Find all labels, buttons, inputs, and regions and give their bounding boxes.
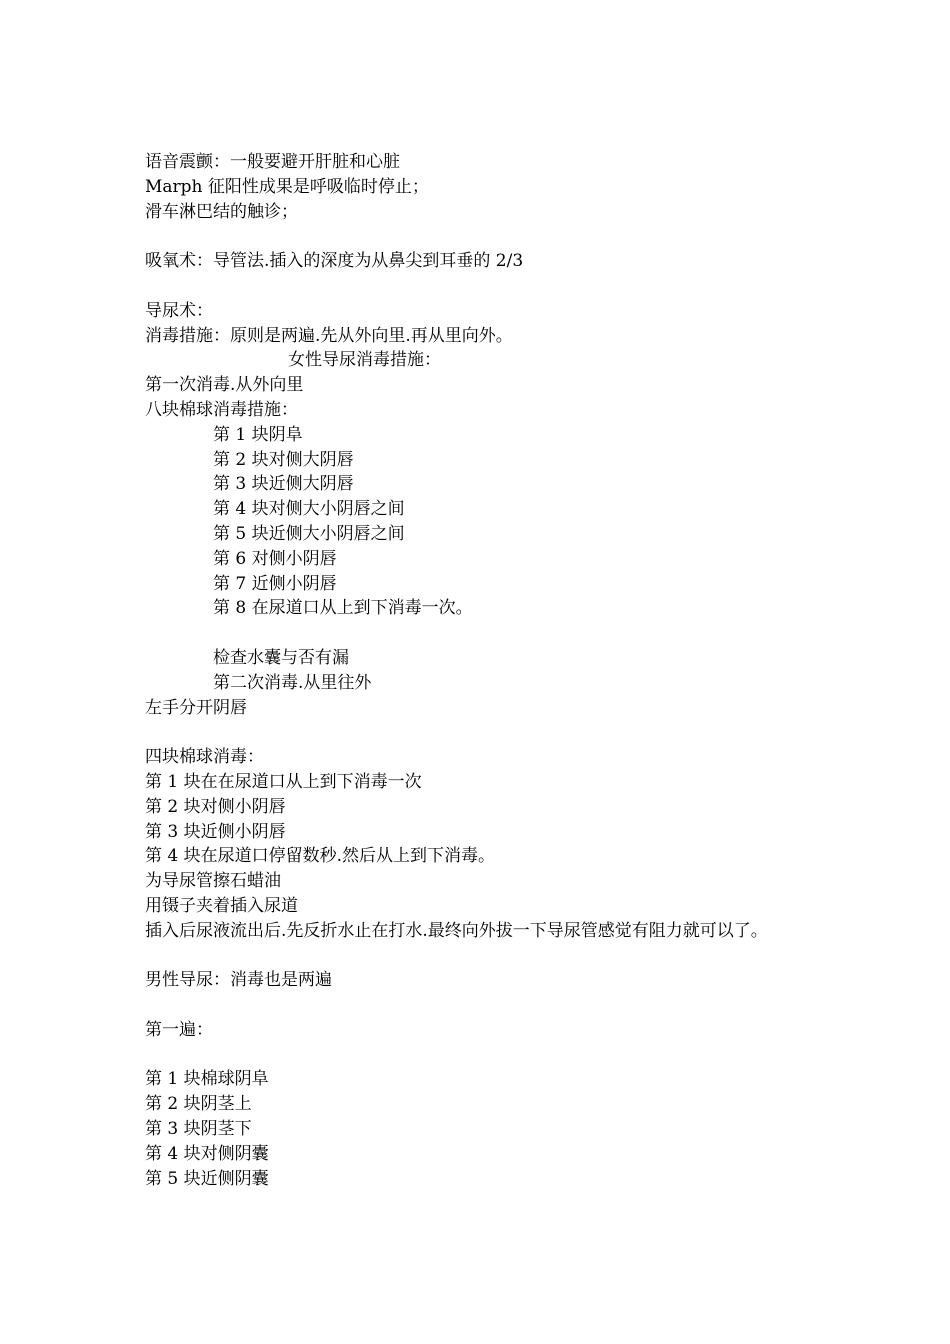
text-line: 第 5 块近侧大小阴唇之间 [213, 523, 405, 544]
text-line: 第 8 在尿道口从上到下消毒一次。 [213, 598, 473, 619]
document-body [145, 150, 810, 1191]
text-line: 第 3 块近侧大阴唇 [213, 474, 354, 495]
text-line: 检查水囊与否有漏 [213, 647, 349, 668]
blank-line [145, 224, 810, 249]
text-line: Marph 征阳性成果是呼吸临时停止； [145, 176, 429, 197]
text-line: 第 1 块阴阜 [213, 424, 303, 445]
text-line: 第 1 块棉球阴阜 [145, 1069, 269, 1090]
text-line: 第 2 块阴茎上 [145, 1094, 252, 1115]
text-line: 第 3 块阴茎下 [145, 1119, 252, 1140]
text-line: 男性导尿：消毒也是两遍 [145, 970, 332, 991]
text-line: 第二次消毒.从里往外 [213, 672, 372, 693]
text-line: 第 3 块近侧小阴唇 [145, 821, 286, 842]
blank-line [145, 993, 810, 1018]
text-line: 四块棉球消毒： [145, 747, 264, 768]
text-line: 导尿术： [145, 300, 213, 321]
text-line: 第一次消毒.从外向里 [145, 375, 304, 396]
text-line: 八块棉球消毒措施： [145, 399, 298, 420]
blank-line [145, 621, 810, 646]
text-line: 第 2 块对侧小阴唇 [145, 796, 286, 817]
blank-line [145, 1043, 810, 1068]
text-line: 第 5 块近侧阴囊 [145, 1168, 269, 1189]
text-line: 吸氧术：导管法.插入的深度为从鼻尖到耳垂的 2/3 [145, 251, 524, 272]
text-line: 第 2 块对侧大阴唇 [213, 449, 354, 470]
text-line: 第 4 块在尿道口停留数秒.然后从上到下消毒。 [145, 846, 496, 867]
blank-line [145, 720, 810, 745]
text-line: 语音震颤：一般要避开肝脏和心脏 [145, 152, 400, 172]
text-line: 插入后尿液流出后.先反折水止在打水.最终向外拔一下导尿管感觉有阻力就可以了。 [145, 920, 768, 941]
blank-line [145, 274, 810, 299]
text-line: 第 4 块对侧阴囊 [145, 1143, 269, 1164]
text-line: 为导尿管擦石蜡油 [145, 871, 281, 892]
text-line: 消毒措施：原则是两遍.先从外向里.再从里向外。 [145, 325, 513, 346]
text-line: 滑车淋巴结的触诊； [145, 201, 298, 222]
text-line: 第 6 对侧小阴唇 [213, 548, 337, 569]
text-line: 女性导尿消毒措施： [288, 350, 441, 371]
text-line: 第 1 块在在尿道口从上到下消毒一次 [145, 771, 422, 792]
text-line: 左手分开阴唇 [145, 697, 247, 718]
text-line: 第 4 块对侧大小阴唇之间 [213, 499, 405, 520]
text-line: 用镊子夹着插入尿道 [145, 895, 298, 916]
blank-line [145, 944, 810, 969]
text-line: 第 7 近侧小阴唇 [213, 573, 337, 594]
text-line: 第一遍： [145, 1019, 213, 1040]
